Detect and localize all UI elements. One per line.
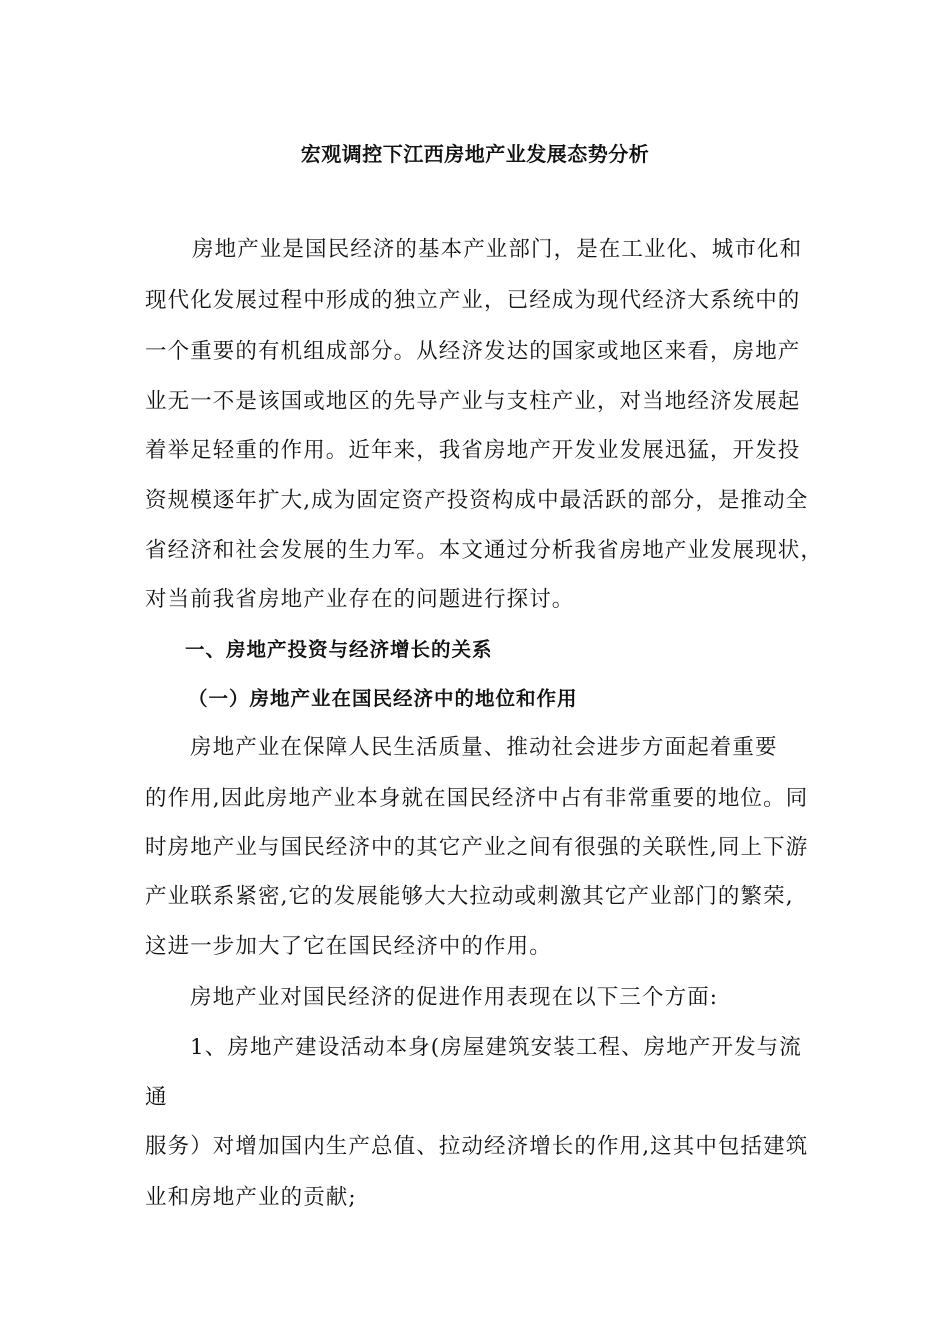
paragraph-line: 这进一步加大了它在国民经济中的作用。 xyxy=(145,934,552,959)
paragraph-line: 时房地产业与国民经济中的其它产业之间有很强的关联性,同上下游 xyxy=(145,835,809,860)
section-heading: 一、房地产投资与经济增长的关系 xyxy=(185,638,493,661)
intro-line: 一个重要的有机组成部分。从经济发达的国家或地区来看，房地产 xyxy=(145,339,801,364)
paragraph-line: 的作用,因此房地产业本身就在国民经济中占有非常重要的地位。同 xyxy=(145,786,809,811)
intro-line: 省经济和社会发展的生力军。本文通过分析我省房地产业发展现状， xyxy=(145,538,824,563)
paragraph-line: 产业联系紧密,它的发展能够大大拉动或刺激其它产业部门的繁荣, xyxy=(145,884,794,909)
intro-line: 着举足轻重的作用。近年来，我省房地产开发业发展迅猛，开发投 xyxy=(145,438,801,463)
paragraph-line: 房地产业在保障人民生活质量、推动社会进步方面起着重要 xyxy=(190,735,778,760)
list-item-line: 通 xyxy=(145,1085,168,1110)
intro-line: 对当前我省房地产业存在的问题进行探讨。 xyxy=(145,587,575,612)
subsection-heading: （一）房地产业在国民经济中的地位和作用 xyxy=(188,687,578,710)
document-title: 宏观调控下江西房地产业发展态势分析 xyxy=(300,142,650,166)
intro-line: 资规模逐年扩大,成为固定资产投资构成中最活跃的部分，是推动全 xyxy=(145,488,809,513)
intro-line: 业无一不是该国或地区的先导产业与支柱产业，对当地经济发展起 xyxy=(145,389,801,414)
list-item-line: 服务）对增加国内生产总值、拉动经济增长的作用,这其中包括建筑 xyxy=(145,1134,809,1159)
list-item-line: 业和房地产业的贡献; xyxy=(145,1185,357,1210)
intro-line: 房地产业是国民经济的基本产业部门，是在工业化、城市化和 xyxy=(192,237,803,262)
list-item-line: 1、房地产建设活动本身(房屋建筑安装工程、房地产开发与流 xyxy=(190,1035,802,1060)
paragraph-line: 房地产业对国民经济的促进作用表现在以下三个方面: xyxy=(190,985,719,1010)
intro-line: 现代化发展过程中形成的独立产业，已经成为现代经济大系统中的 xyxy=(145,288,801,313)
